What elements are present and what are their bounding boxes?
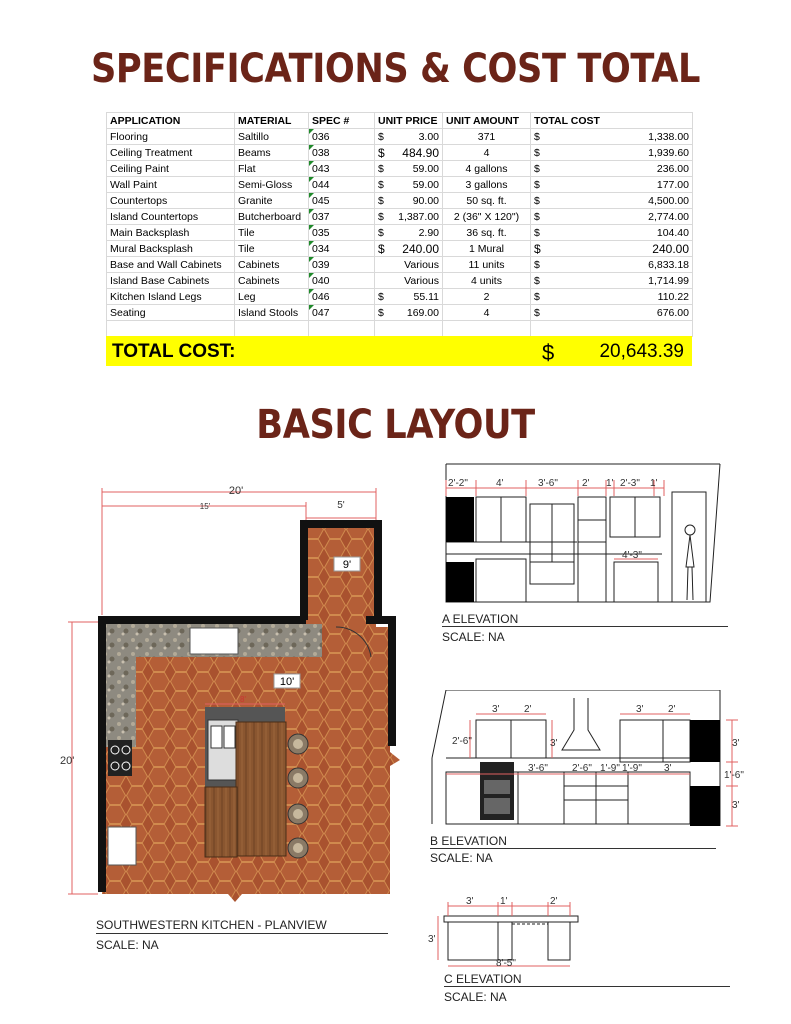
currency-symbol: $ xyxy=(534,210,540,223)
sink-cabinet xyxy=(190,628,238,654)
dim-label: 2'-2" xyxy=(448,478,468,489)
currency-symbol: $ xyxy=(378,130,384,143)
unit-price-cell xyxy=(375,257,443,273)
caption-underline xyxy=(442,626,728,627)
currency-symbol: $ xyxy=(534,178,540,191)
currency-symbol: $ xyxy=(534,146,540,159)
wall-block xyxy=(446,562,474,602)
cooktop xyxy=(108,740,132,776)
dim-label: 3' xyxy=(428,934,436,945)
application-cell: Island Countertops xyxy=(107,209,235,225)
unit-price-value: Various xyxy=(404,274,439,287)
unit-price-cell xyxy=(375,193,443,209)
unit-price-cell xyxy=(375,289,443,305)
total-cost-cell xyxy=(531,225,693,241)
currency-symbol: $ xyxy=(378,226,384,239)
dim-label: 3' xyxy=(636,704,644,715)
unit-amount-cell: 4 units xyxy=(443,273,531,289)
currency-symbol: $ xyxy=(534,258,540,271)
currency-symbol: $ xyxy=(378,145,385,160)
spec-number-cell: 035 xyxy=(309,225,375,241)
material-cell: Tile xyxy=(235,225,309,241)
currency-symbol: $ xyxy=(378,162,384,175)
material-cell: Tile xyxy=(235,241,309,257)
c-elevation-drawing xyxy=(428,894,588,970)
dim-label: 3' xyxy=(732,800,740,811)
dim-label: 2'-6" xyxy=(572,763,592,774)
total-cost-value: 1,338.00 xyxy=(648,130,689,143)
spec-number-cell: 038 xyxy=(309,145,375,161)
total-cost-cell xyxy=(531,177,693,193)
total-cost-value: 110.22 xyxy=(657,290,689,303)
dim-label: 3' xyxy=(732,738,740,749)
currency-symbol: $ xyxy=(534,274,540,287)
spec-number-cell: 037 xyxy=(309,209,375,225)
butcherboard-island-top xyxy=(236,722,286,856)
material-cell: Butcherboard xyxy=(235,209,309,225)
currency-symbol: $ xyxy=(534,290,540,303)
fridge xyxy=(108,827,136,865)
currency-symbol: $ xyxy=(378,178,384,191)
c-elevation-scale: SCALE: NA xyxy=(444,990,507,1004)
application-cell: Kitchen Island Legs xyxy=(107,289,235,305)
unit-price-value: 59.00 xyxy=(412,178,439,191)
dim-label: 3'-6" xyxy=(528,763,548,774)
unit-amount-cell: 11 units xyxy=(443,257,531,273)
dim-label: 2' xyxy=(550,896,558,907)
application-cell: Countertops xyxy=(107,193,235,209)
material-cell: Cabinets xyxy=(235,257,309,273)
total-cost-cell xyxy=(531,193,693,209)
dim-label: 1'-9" xyxy=(600,763,620,774)
dim-label: 1' xyxy=(606,478,614,489)
dim-label: 1'-6" xyxy=(724,770,744,781)
spec-number-cell: 043 xyxy=(309,161,375,177)
unit-price-cell xyxy=(375,273,443,289)
total-cost-bar xyxy=(106,336,692,366)
unit-price-value: Various xyxy=(404,258,439,271)
unit-price-value: 169.00 xyxy=(406,306,439,319)
spec-cost-table xyxy=(106,112,693,337)
dim-left: 15' xyxy=(199,502,211,511)
unit-price-cell xyxy=(375,305,443,321)
page-title: SPECIFICATIONS & COST TOTAL xyxy=(90,46,701,92)
total-cost-value: 1,939.60 xyxy=(648,146,689,159)
total-cost-value: 20,643.39 xyxy=(599,341,684,362)
wall-block xyxy=(690,786,720,826)
dim-room: 10' xyxy=(279,676,295,688)
dim-label: 8'-5" xyxy=(496,958,516,969)
application-cell: Flooring xyxy=(107,129,235,145)
total-cost-value: 4,500.00 xyxy=(648,194,689,207)
unit-amount-cell: 2 xyxy=(443,289,531,305)
section-title: BASIC LAYOUT xyxy=(256,402,535,448)
b-elevation-drawing xyxy=(428,690,750,830)
application-cell: Wall Paint xyxy=(107,177,235,193)
total-cost-label: TOTAL COST: xyxy=(112,341,236,362)
table-row xyxy=(107,209,693,225)
c-elevation-caption: C ELEVATION xyxy=(444,972,522,986)
total-cost-cell xyxy=(531,257,693,273)
total-cost-cell xyxy=(531,273,693,289)
unit-amount-cell: 371 xyxy=(443,129,531,145)
column-header: UNIT PRICE xyxy=(375,113,443,129)
dimension-lines xyxy=(446,480,664,559)
column-header: MATERIAL xyxy=(235,113,309,129)
spec-number-cell: 044 xyxy=(309,177,375,193)
wall-block xyxy=(690,720,720,762)
column-header: APPLICATION xyxy=(107,113,235,129)
table-row xyxy=(107,305,693,321)
currency-symbol: $ xyxy=(378,306,384,319)
dim-label: 3' xyxy=(664,763,672,774)
application-cell: Island Base Cabinets xyxy=(107,273,235,289)
column-header: SPEC # xyxy=(309,113,375,129)
unit-amount-cell: 1 Mural xyxy=(443,241,531,257)
material-cell: Beams xyxy=(235,145,309,161)
b-elevation-scale: SCALE: NA xyxy=(430,851,493,865)
spec-number-cell: 046 xyxy=(309,289,375,305)
unit-price-cell xyxy=(375,225,443,241)
unit-price-cell xyxy=(375,209,443,225)
caption-underline xyxy=(430,848,716,849)
unit-price-value: 240.00 xyxy=(402,241,439,256)
dim-label: 2' xyxy=(582,478,590,489)
dim-label: 2' xyxy=(524,704,532,715)
total-cost-currency: $ xyxy=(542,340,555,365)
unit-amount-cell: 50 sq. ft. xyxy=(443,193,531,209)
dim-label: 3' xyxy=(550,738,558,749)
currency-symbol: $ xyxy=(378,210,384,223)
total-cost-cell xyxy=(531,289,693,305)
spec-number-cell: 036 xyxy=(309,129,375,145)
unit-amount-cell: 4 gallons xyxy=(443,161,531,177)
unit-amount-cell: 36 sq. ft. xyxy=(443,225,531,241)
material-cell: Flat xyxy=(235,161,309,177)
table-row xyxy=(107,177,693,193)
total-cost-value: 2,774.00 xyxy=(648,210,689,223)
unit-price-cell xyxy=(375,177,443,193)
a-elevation-scale: SCALE: NA xyxy=(442,630,505,644)
table-row xyxy=(107,225,693,241)
unit-price-cell xyxy=(375,161,443,177)
application-cell: Base and Wall Cabinets xyxy=(107,257,235,273)
total-cost-value: 236.00 xyxy=(656,162,689,175)
application-cell: Mural Backsplash xyxy=(107,241,235,257)
unit-price-value: 55.11 xyxy=(413,290,439,303)
currency-symbol: $ xyxy=(534,162,540,175)
total-cost-cell xyxy=(531,129,693,145)
unit-amount-cell: 4 xyxy=(443,305,531,321)
total-cost-value: 177.00 xyxy=(656,178,689,191)
dim-label: 1' xyxy=(500,896,508,907)
dim-label: 3' xyxy=(492,704,500,715)
unit-price-cell xyxy=(375,129,443,145)
currency-symbol: $ xyxy=(378,241,385,256)
a-elevation-drawing xyxy=(442,462,722,607)
material-cell: Cabinets xyxy=(235,273,309,289)
table-row xyxy=(107,145,693,161)
unit-price-cell xyxy=(375,145,443,161)
unit-price-value: 59.00 xyxy=(412,162,439,175)
dim-right: 5' xyxy=(337,500,345,511)
currency-symbol: $ xyxy=(378,194,384,207)
table-header-row xyxy=(107,113,693,129)
total-cost-value: 1,714.99 xyxy=(648,274,689,287)
unit-price-value: 484.90 xyxy=(402,145,439,160)
person-figure xyxy=(685,525,695,600)
dim-label: 3'-6" xyxy=(538,478,558,489)
table-row xyxy=(107,273,693,289)
total-cost-cell xyxy=(531,241,693,257)
total-cost-value: 240.00 xyxy=(652,241,689,256)
table-row xyxy=(107,193,693,209)
unit-price-value: 1,387.00 xyxy=(398,210,439,223)
dim-label: 4'-3" xyxy=(622,550,642,561)
dim-label: 2'-3" xyxy=(620,478,640,489)
material-cell: Saltillo xyxy=(235,129,309,145)
currency-symbol: $ xyxy=(534,226,540,239)
spec-number-cell: 045 xyxy=(309,193,375,209)
total-cost-cell xyxy=(531,145,693,161)
wall-block xyxy=(446,497,474,542)
unit-price-value: 2.90 xyxy=(418,226,439,239)
currency-symbol: $ xyxy=(534,306,540,319)
caption-underline xyxy=(444,986,730,987)
material-cell: Granite xyxy=(235,193,309,209)
dim-island: 8' xyxy=(240,695,246,704)
table-row xyxy=(107,129,693,145)
currency-symbol: $ xyxy=(378,290,384,303)
currency-symbol: $ xyxy=(534,194,540,207)
total-cost-value: 6,833.18 xyxy=(648,258,689,271)
unit-amount-cell: 2 (36" X 120") xyxy=(443,209,531,225)
spec-number-cell: 047 xyxy=(309,305,375,321)
planview-scale: SCALE: NA xyxy=(96,938,159,952)
total-cost-cell xyxy=(531,305,693,321)
caption-underline xyxy=(96,933,388,934)
dim-width: 20' xyxy=(228,485,244,497)
unit-amount-cell: 4 xyxy=(443,145,531,161)
dim-label: 2'-6" xyxy=(452,736,472,747)
unit-amount-cell: 3 gallons xyxy=(443,177,531,193)
application-cell: Seating xyxy=(107,305,235,321)
application-cell: Ceiling Paint xyxy=(107,161,235,177)
b-elevation-caption: B ELEVATION xyxy=(430,834,507,848)
unit-price-cell xyxy=(375,241,443,257)
table-row xyxy=(107,257,693,273)
column-header: TOTAL COST xyxy=(531,113,693,129)
unit-price-value: 90.00 xyxy=(412,194,439,207)
total-cost-value: 676.00 xyxy=(656,306,689,319)
spec-number-cell: 034 xyxy=(309,241,375,257)
table-row xyxy=(107,289,693,305)
kitchen-planview-drawing xyxy=(60,482,410,912)
dim-pantry: 9' xyxy=(342,559,352,571)
currency-symbol: $ xyxy=(534,241,541,256)
total-cost-cell xyxy=(531,161,693,177)
total-cost-value: 104.40 xyxy=(656,226,689,239)
material-cell: Island Stools xyxy=(235,305,309,321)
dim-label: 1' xyxy=(650,478,658,489)
spec-number-cell: 039 xyxy=(309,257,375,273)
table-row xyxy=(107,161,693,177)
unit-price-value: 3.00 xyxy=(418,130,439,143)
a-elevation-caption: A ELEVATION xyxy=(442,612,519,626)
granite-countertop xyxy=(106,657,136,747)
dim-height: 20' xyxy=(60,755,75,767)
spec-number-cell: 040 xyxy=(309,273,375,289)
currency-symbol: $ xyxy=(534,130,540,143)
material-cell: Semi-Gloss xyxy=(235,177,309,193)
dim-label: 1'-9" xyxy=(622,763,642,774)
dimension-lines xyxy=(438,902,570,966)
column-header: UNIT AMOUNT xyxy=(443,113,531,129)
table-row xyxy=(107,241,693,257)
dim-label: 2' xyxy=(668,704,676,715)
material-cell: Leg xyxy=(235,289,309,305)
application-cell: Ceiling Treatment xyxy=(107,145,235,161)
table-row-empty xyxy=(107,321,693,337)
planview-caption: SOUTHWESTERN KITCHEN - PLANVIEW xyxy=(96,918,327,932)
total-cost-cell xyxy=(531,209,693,225)
dim-label: 4' xyxy=(496,478,504,489)
application-cell: Main Backsplash xyxy=(107,225,235,241)
dim-label: 3' xyxy=(466,896,474,907)
